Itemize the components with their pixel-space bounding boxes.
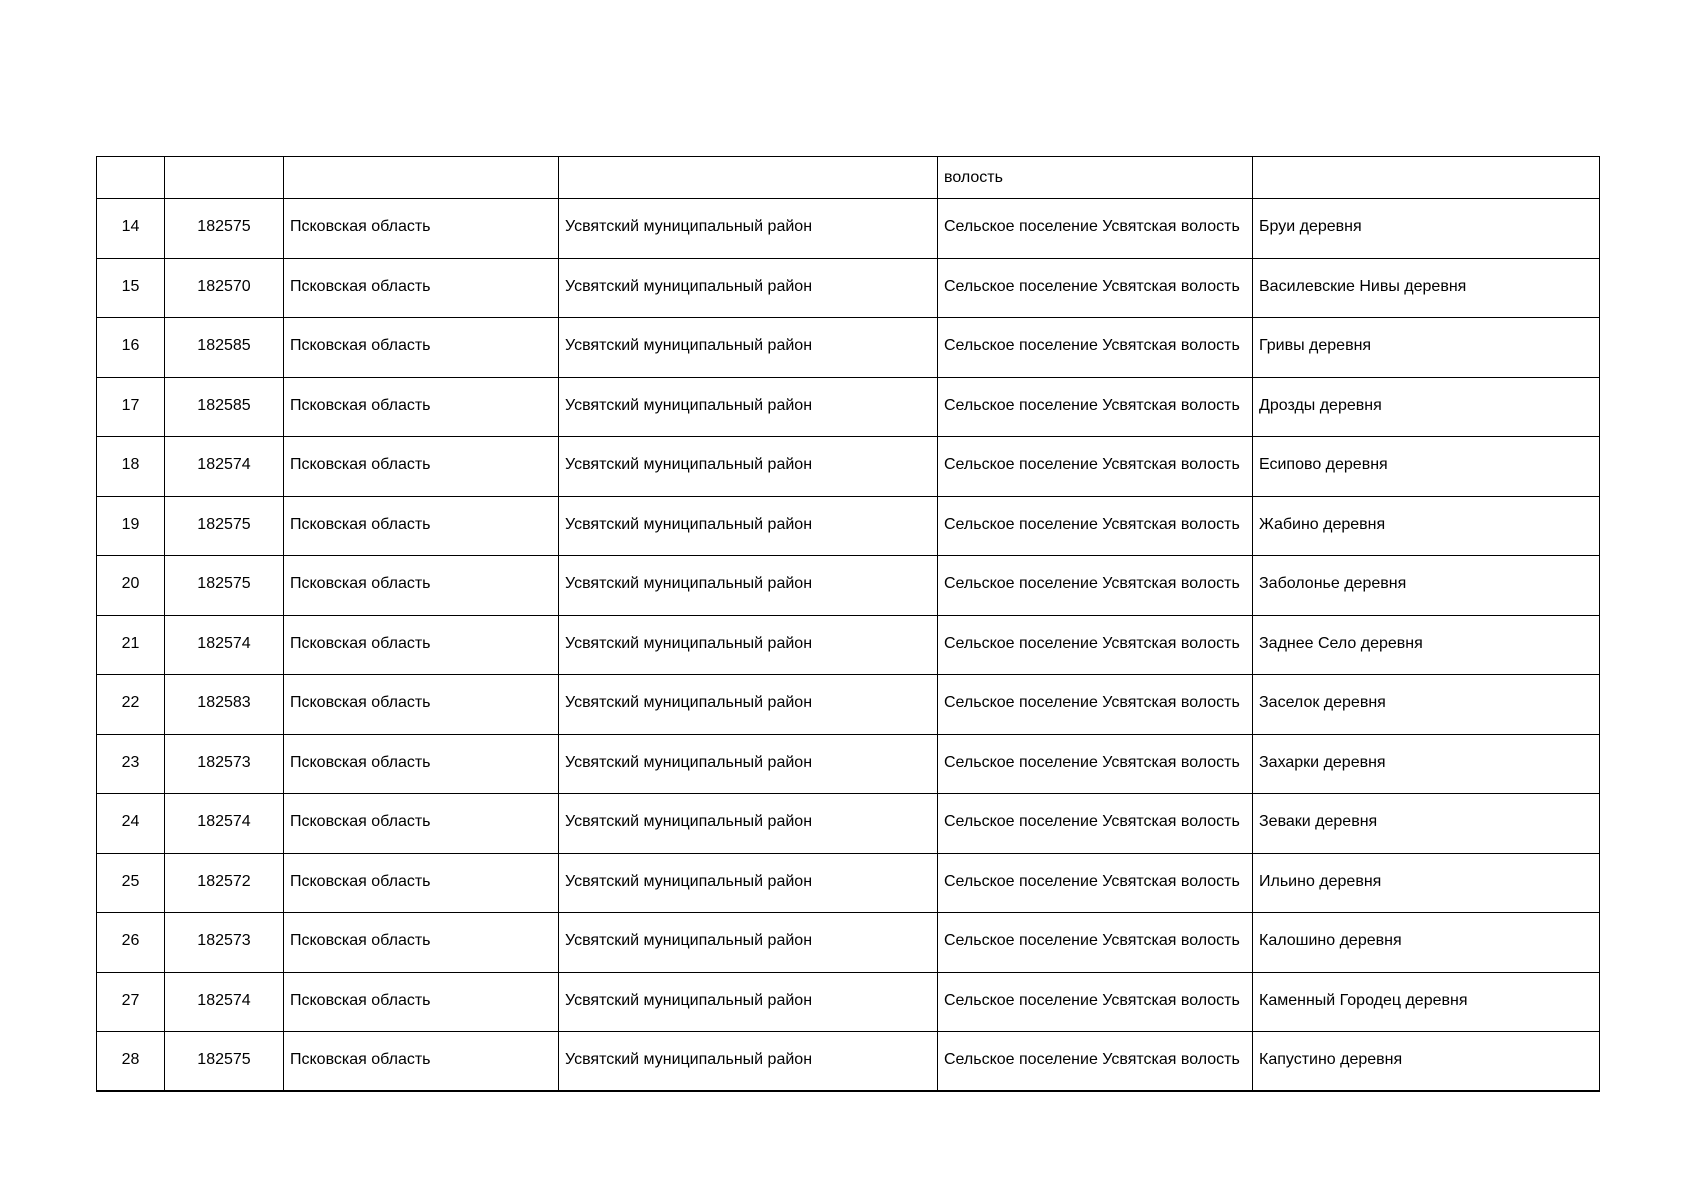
cell-district: Усвятский муниципальный район bbox=[559, 496, 938, 556]
cell-num: 21 bbox=[97, 615, 165, 675]
cell-postal-index: 182575 bbox=[165, 496, 284, 556]
cell-district: Усвятский муниципальный район bbox=[559, 258, 938, 318]
cell-postal-index: 182574 bbox=[165, 437, 284, 497]
cell-region: Псковская область bbox=[284, 437, 559, 497]
cell-region: Псковская область bbox=[284, 972, 559, 1032]
cell-num bbox=[97, 157, 165, 199]
cell-num: 24 bbox=[97, 794, 165, 854]
table-row bbox=[97, 972, 1600, 1032]
cell-num: 25 bbox=[97, 853, 165, 913]
cell-locality: Заселок деревня bbox=[1253, 675, 1600, 735]
cell-settlement: Сельское поселение Усвятская волость bbox=[938, 377, 1253, 437]
cell-settlement: Сельское поселение Усвятская волость bbox=[938, 794, 1253, 854]
settlements-table bbox=[96, 156, 1600, 1092]
table-row bbox=[97, 496, 1600, 556]
table-row bbox=[97, 853, 1600, 913]
cell-locality: Есипово деревня bbox=[1253, 437, 1600, 497]
cell-locality: Заболонье деревня bbox=[1253, 556, 1600, 616]
cell-locality: Каменный Городец деревня bbox=[1253, 972, 1600, 1032]
cell-postal-index: 182573 bbox=[165, 734, 284, 794]
table-row bbox=[97, 1032, 1600, 1092]
cell-region: Псковская область bbox=[284, 675, 559, 735]
cell-region: Псковская область bbox=[284, 258, 559, 318]
cell-region: Псковская область bbox=[284, 496, 559, 556]
cell-locality: Ильино деревня bbox=[1253, 853, 1600, 913]
table-row-continuation bbox=[97, 157, 1600, 199]
table-body bbox=[97, 157, 1600, 1092]
cell-locality bbox=[1253, 157, 1600, 199]
cell-locality: Заднее Село деревня bbox=[1253, 615, 1600, 675]
cell-num: 15 bbox=[97, 258, 165, 318]
table-row bbox=[97, 675, 1600, 735]
cell-settlement: Сельское поселение Усвятская волость bbox=[938, 258, 1253, 318]
cell-num: 16 bbox=[97, 318, 165, 378]
cell-district: Усвятский муниципальный район bbox=[559, 377, 938, 437]
cell-region: Псковская область bbox=[284, 199, 559, 259]
cell-postal-index: 182573 bbox=[165, 913, 284, 973]
cell-settlement: Сельское поселение Усвятская волость bbox=[938, 1032, 1253, 1092]
table-row bbox=[97, 377, 1600, 437]
cell-locality: Жабино деревня bbox=[1253, 496, 1600, 556]
cell-region bbox=[284, 157, 559, 199]
table-row bbox=[97, 615, 1600, 675]
cell-locality: Калошино деревня bbox=[1253, 913, 1600, 973]
cell-locality: Захарки деревня bbox=[1253, 734, 1600, 794]
cell-district: Усвятский муниципальный район bbox=[559, 615, 938, 675]
cell-num: 23 bbox=[97, 734, 165, 794]
cell-region: Псковская область bbox=[284, 318, 559, 378]
cell-region: Псковская область bbox=[284, 734, 559, 794]
cell-locality: Капустино деревня bbox=[1253, 1032, 1600, 1092]
cell-district: Усвятский муниципальный район bbox=[559, 199, 938, 259]
table-row bbox=[97, 734, 1600, 794]
cell-settlement: Сельское поселение Усвятская волость bbox=[938, 675, 1253, 735]
cell-settlement: Сельское поселение Усвятская волость bbox=[938, 437, 1253, 497]
cell-district: Усвятский муниципальный район bbox=[559, 853, 938, 913]
cell-region: Псковская область bbox=[284, 794, 559, 854]
cell-num: 17 bbox=[97, 377, 165, 437]
cell-postal-index: 182585 bbox=[165, 318, 284, 378]
cell-postal-index: 182583 bbox=[165, 675, 284, 735]
cell-postal-index: 182574 bbox=[165, 972, 284, 1032]
cell-settlement: Сельское поселение Усвятская волость bbox=[938, 615, 1253, 675]
cell-district: Усвятский муниципальный район bbox=[559, 1032, 938, 1092]
cell-district bbox=[559, 157, 938, 199]
cell-settlement: Сельское поселение Усвятская волость bbox=[938, 199, 1253, 259]
cell-num: 27 bbox=[97, 972, 165, 1032]
cell-settlement: Сельское поселение Усвятская волость bbox=[938, 556, 1253, 616]
cell-region: Псковская область bbox=[284, 1032, 559, 1092]
cell-postal-index: 182575 bbox=[165, 556, 284, 616]
cell-district: Усвятский муниципальный район bbox=[559, 556, 938, 616]
cell-settlement: Сельское поселение Усвятская волость bbox=[938, 496, 1253, 556]
cell-settlement: Сельское поселение Усвятская волость bbox=[938, 734, 1253, 794]
cell-postal-index: 182570 bbox=[165, 258, 284, 318]
cell-postal-index: 182575 bbox=[165, 199, 284, 259]
cell-region: Псковская область bbox=[284, 556, 559, 616]
cell-district: Усвятский муниципальный район bbox=[559, 675, 938, 735]
cell-district: Усвятский муниципальный район bbox=[559, 437, 938, 497]
cell-district: Усвятский муниципальный район bbox=[559, 972, 938, 1032]
table-row bbox=[97, 794, 1600, 854]
cell-region: Псковская область bbox=[284, 377, 559, 437]
cell-settlement: Сельское поселение Усвятская волость bbox=[938, 913, 1253, 973]
cell-settlement: Сельское поселение Усвятская волость bbox=[938, 318, 1253, 378]
cell-region: Псковская область bbox=[284, 615, 559, 675]
cell-num: 20 bbox=[97, 556, 165, 616]
cell-region: Псковская область bbox=[284, 853, 559, 913]
cell-district: Усвятский муниципальный район bbox=[559, 318, 938, 378]
table-row bbox=[97, 199, 1600, 259]
cell-num: 22 bbox=[97, 675, 165, 735]
cell-locality: Дрозды деревня bbox=[1253, 377, 1600, 437]
cell-district: Усвятский муниципальный район bbox=[559, 734, 938, 794]
cell-locality: Бруи деревня bbox=[1253, 199, 1600, 259]
cell-locality: Гривы деревня bbox=[1253, 318, 1600, 378]
cell-settlement: волость bbox=[938, 157, 1253, 199]
cell-locality: Василевские Нивы деревня bbox=[1253, 258, 1600, 318]
table-row bbox=[97, 318, 1600, 378]
cell-postal-index: 182574 bbox=[165, 615, 284, 675]
cell-postal-index: 182572 bbox=[165, 853, 284, 913]
table-row bbox=[97, 556, 1600, 616]
cell-num: 26 bbox=[97, 913, 165, 973]
table-row bbox=[97, 913, 1600, 973]
cell-region: Псковская область bbox=[284, 913, 559, 973]
table-row bbox=[97, 437, 1600, 497]
cell-district: Усвятский муниципальный район bbox=[559, 913, 938, 973]
cell-postal-index: 182585 bbox=[165, 377, 284, 437]
cell-postal-index bbox=[165, 157, 284, 199]
cell-num: 18 bbox=[97, 437, 165, 497]
cell-num: 14 bbox=[97, 199, 165, 259]
cell-locality: Зеваки деревня bbox=[1253, 794, 1600, 854]
cell-postal-index: 182575 bbox=[165, 1032, 284, 1092]
cell-num: 19 bbox=[97, 496, 165, 556]
cell-postal-index: 182574 bbox=[165, 794, 284, 854]
cell-settlement: Сельское поселение Усвятская волость bbox=[938, 972, 1253, 1032]
cell-num: 28 bbox=[97, 1032, 165, 1092]
cell-settlement: Сельское поселение Усвятская волость bbox=[938, 853, 1253, 913]
cell-district: Усвятский муниципальный район bbox=[559, 794, 938, 854]
table-row bbox=[97, 258, 1600, 318]
